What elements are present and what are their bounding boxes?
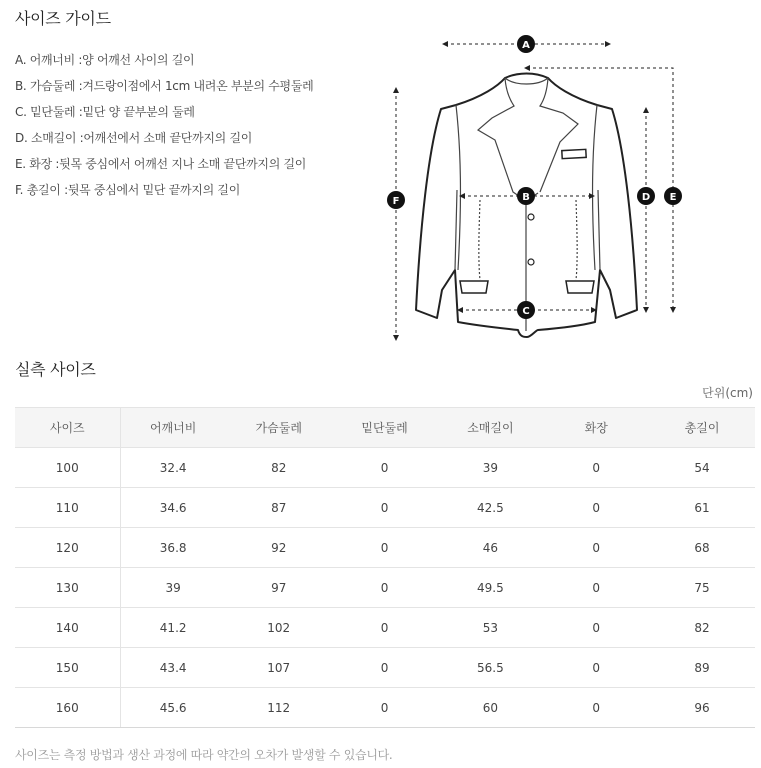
cell-total-length: 82 [649, 608, 755, 648]
table-row [15, 528, 755, 568]
marker-f [387, 191, 405, 209]
svg-text:B: B [522, 192, 530, 203]
header-total-length: 총길이 [649, 408, 755, 448]
cell-back-sleeve: 0 [543, 568, 649, 608]
cell-hem: 0 [332, 448, 438, 488]
marker-a [517, 35, 535, 53]
cell-total-length: 96 [649, 688, 755, 728]
cell-back-sleeve: 0 [543, 528, 649, 568]
cell-total-length: 89 [649, 648, 755, 688]
cell-back-sleeve: 0 [543, 448, 649, 488]
guide-item-chest: B. 가슴둘레 :겨드랑이점에서 1cm 내려온 부분의 수평둘레 [15, 79, 314, 93]
cell-sleeve: 46 [437, 528, 543, 568]
cell-hem: 0 [332, 488, 438, 528]
cell-hem: 0 [332, 648, 438, 688]
header-back-sleeve: 화장 [543, 408, 649, 448]
cell-hem: 0 [332, 688, 438, 728]
svg-text:A: A [522, 40, 530, 51]
marker-e [664, 187, 682, 205]
cell-chest: 82 [226, 448, 332, 488]
cell-size: 150 [15, 648, 120, 688]
cell-shoulder: 43.4 [120, 648, 226, 688]
table-row [15, 688, 755, 728]
header-chest: 가슴둘레 [226, 408, 332, 448]
marker-b [517, 187, 535, 205]
guide-item-hem: C. 밑단둘레 :밑단 양 끝부분의 둘레 [15, 105, 195, 119]
cell-shoulder: 41.2 [120, 608, 226, 648]
cell-sleeve: 60 [437, 688, 543, 728]
svg-text:F: F [392, 196, 400, 207]
measurement-disclaimer: 사이즈는 측정 방법과 생산 과정에 따라 약간의 오차가 발생할 수 있습니다. [15, 748, 393, 762]
table-row [15, 608, 755, 648]
cell-chest: 87 [226, 488, 332, 528]
size-table [15, 407, 755, 728]
cell-back-sleeve: 0 [543, 648, 649, 688]
cell-back-sleeve: 0 [543, 688, 649, 728]
cell-sleeve: 53 [437, 608, 543, 648]
header-sleeve: 소매길이 [437, 408, 543, 448]
cell-size: 110 [15, 488, 120, 528]
cell-shoulder: 45.6 [120, 688, 226, 728]
cell-back-sleeve: 0 [543, 608, 649, 648]
cell-shoulder: 32.4 [120, 448, 226, 488]
svg-text:D: D [641, 192, 651, 203]
cell-hem: 0 [332, 608, 438, 648]
size-guide-title: 사이즈 가이드 [15, 9, 111, 28]
cell-size: 100 [15, 448, 120, 488]
svg-text:C: C [522, 306, 530, 317]
jacket-measurement-diagram [0, 0, 761, 350]
table-row [15, 648, 755, 688]
cell-chest: 97 [226, 568, 332, 608]
table-row [15, 568, 755, 608]
cell-shoulder: 34.6 [120, 488, 226, 528]
cell-back-sleeve: 0 [543, 488, 649, 528]
guide-item-sleeve: D. 소매길이 :어깨선에서 소매 끝단까지의 길이 [15, 131, 253, 145]
marker-d [637, 187, 655, 205]
table-row [15, 448, 755, 488]
table-row [15, 488, 755, 528]
cell-chest: 107 [226, 648, 332, 688]
header-hem: 밑단둘레 [332, 408, 438, 448]
cell-total-length: 68 [649, 528, 755, 568]
unit-label: 단위(cm) [702, 386, 753, 400]
cell-chest: 102 [226, 608, 332, 648]
cell-size: 160 [15, 688, 120, 728]
cell-total-length: 75 [649, 568, 755, 608]
table-header-row [15, 408, 755, 448]
guide-item-shoulder: A. 어깨너비 :양 어깨선 사이의 길이 [15, 53, 195, 67]
cell-sleeve: 56.5 [437, 648, 543, 688]
cell-sleeve: 39 [437, 448, 543, 488]
cell-size: 140 [15, 608, 120, 648]
cell-shoulder: 39 [120, 568, 226, 608]
svg-text:E: E [669, 192, 677, 203]
cell-total-length: 54 [649, 448, 755, 488]
cell-size: 130 [15, 568, 120, 608]
cell-chest: 112 [226, 688, 332, 728]
measured-size-title: 실측 사이즈 [15, 360, 96, 379]
cell-hem: 0 [332, 568, 438, 608]
cell-chest: 92 [226, 528, 332, 568]
cell-hem: 0 [332, 528, 438, 568]
cell-sleeve: 42.5 [437, 488, 543, 528]
marker-c [517, 301, 535, 319]
guide-item-back-sleeve: E. 화장 :뒷목 중심에서 어깨선 지나 소매 끝단까지의 길이 [15, 157, 307, 171]
cell-total-length: 61 [649, 488, 755, 528]
guide-item-total-length: F. 총길이 :뒷목 중심에서 밑단 끝까지의 길이 [15, 183, 240, 197]
cell-sleeve: 49.5 [437, 568, 543, 608]
cell-shoulder: 36.8 [120, 528, 226, 568]
cell-size: 120 [15, 528, 120, 568]
header-size: 사이즈 [15, 408, 120, 448]
header-shoulder: 어깨너비 [120, 408, 226, 448]
